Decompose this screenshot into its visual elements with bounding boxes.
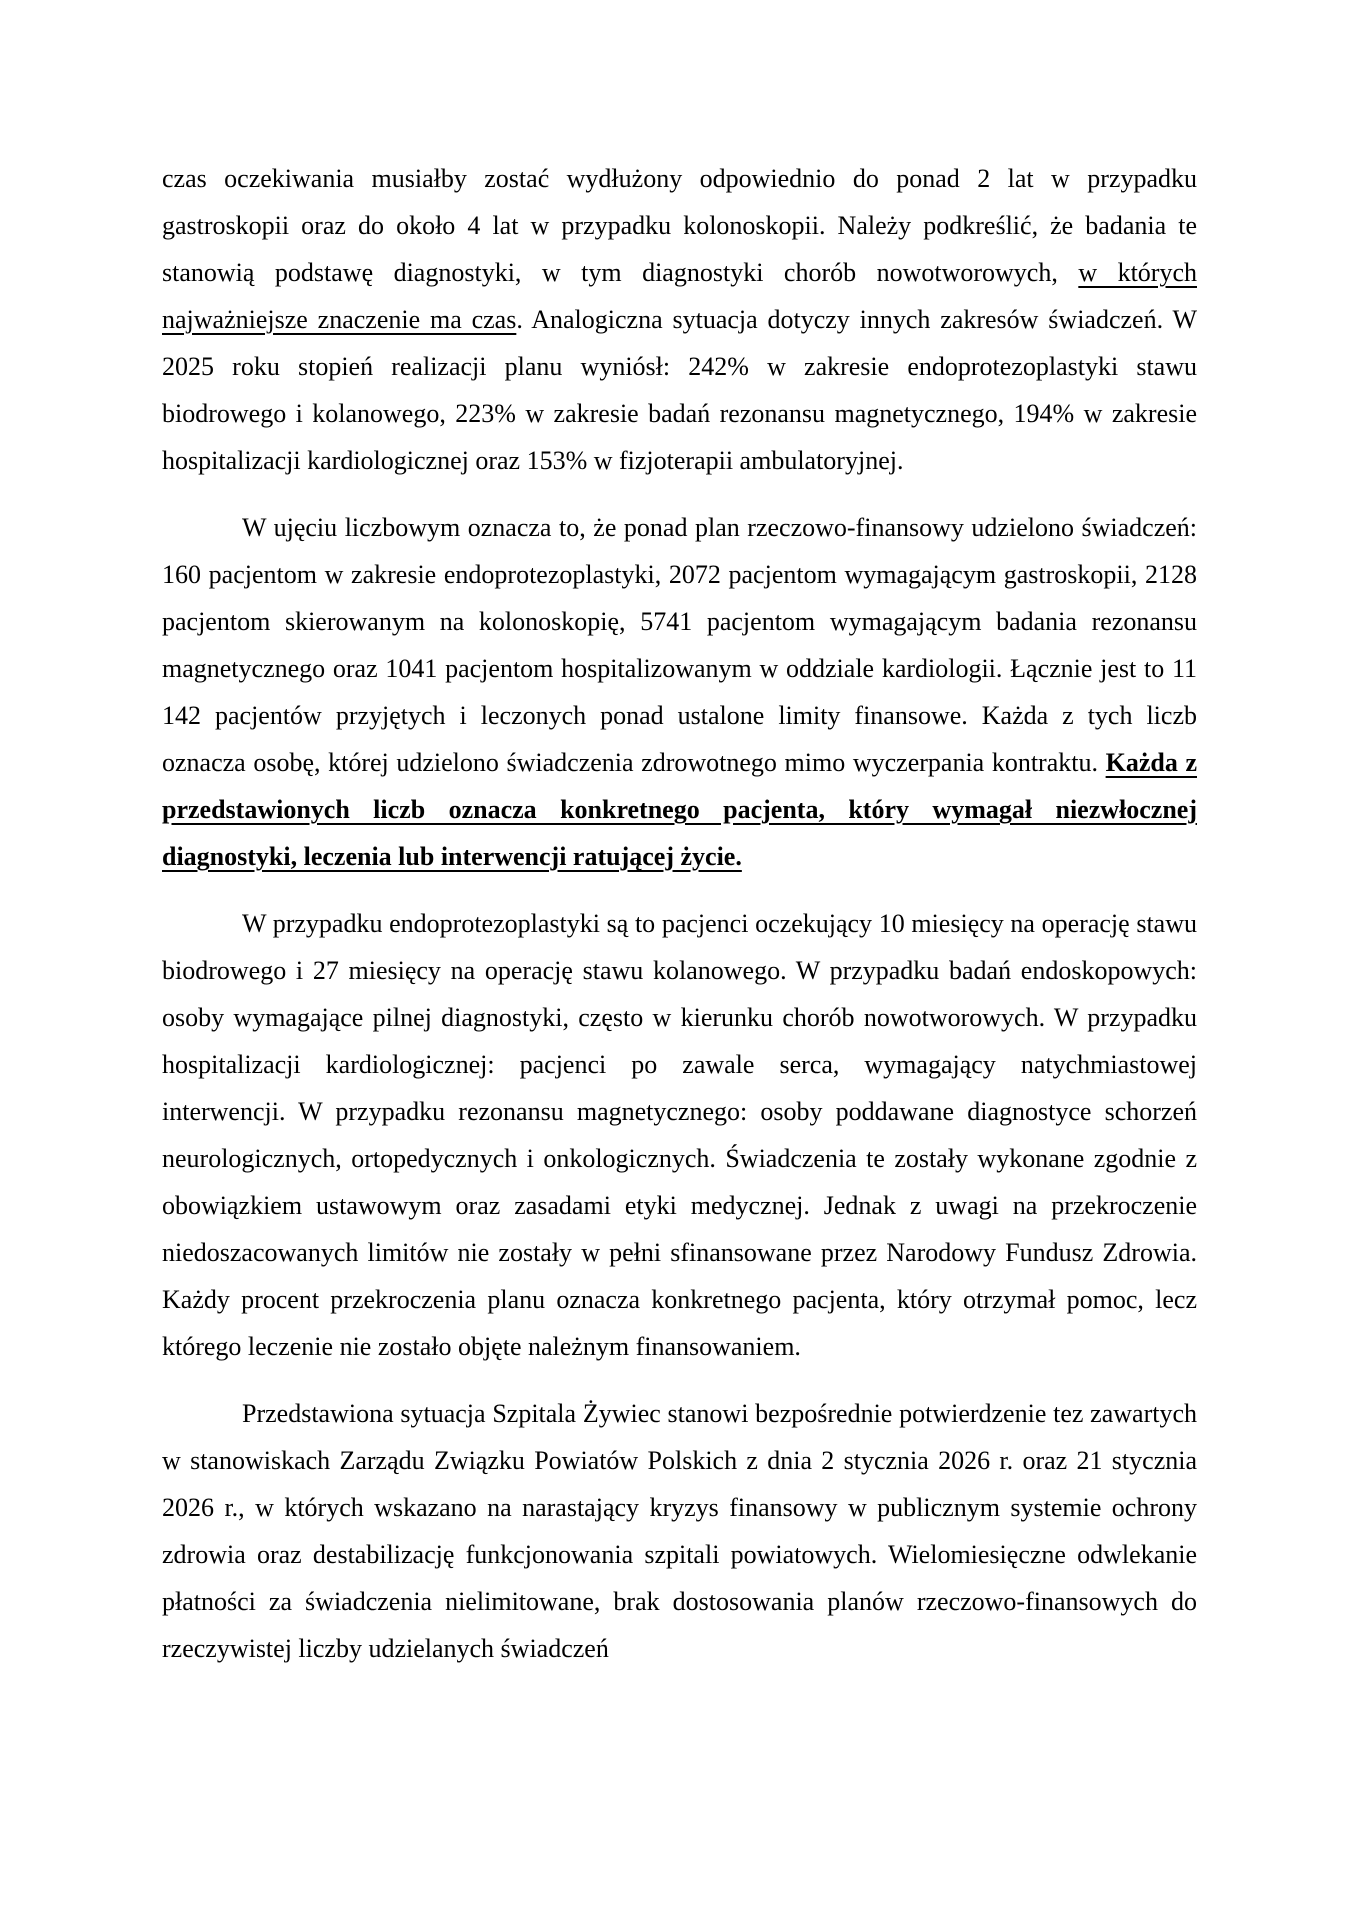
text-segment: czas oczekiwania musiałby zostać wydłużony odpowiednio do ponad 2 lat w przypadku gastroskopii oraz do około 4 lat w przypadku kolonoskopii. Należy podkreślić, że badania te stanowią podstawę diagnostyki, w tym diagnostyki chorób nowotworowych, bbox=[162, 164, 1197, 287]
text-segment: . Analogiczna sytuacja dotyczy innych zakresów świadczeń. W 2025 roku stopień realizacji planu wyniósł: 242% w zakresie endoprotezoplastyki stawu biodrowego i kolanowego, 223% w zakresie badań rezonansu magnetycznego, 194% w zakresie hospitalizacji kardiologicznej oraz 153% w fizjoterapii ambulatoryjnej. bbox=[162, 305, 1197, 475]
underlined-phrase: w których najważniejsze znaczenie ma czas bbox=[162, 258, 1197, 334]
document-body bbox=[162, 155, 1197, 1692]
text-segment: Przedstawiona sytuacja Szpitala Żywiec stanowi bezpośrednie potwierdzenie tez zawartych w stanowiskach Zarządu Związku Powiatów Polskich z dnia 2 stycznia 2026 r. oraz 21 stycznia 2026 r., w których wskazano na narastający kryzys finansowy w publicznym systemie ochrony zdrowia oraz destabilizację funkcjonowania szpitali powiatowych. Wielomiesięczne odwlekanie płatności za świadczenia nielimitowane, brak dostosowania planów rzeczowo-finansowych do rzeczywistej liczby udzielanych świadczeń bbox=[162, 1399, 1197, 1663]
paragraph bbox=[162, 155, 1197, 484]
paragraph bbox=[162, 900, 1197, 1370]
bold-underlined-sentence: Każda z przedstawionych liczb oznacza konkretnego pacjenta, który wymagał niezwłocznej diagnostyki, leczenia lub interwencji ratującej życie. bbox=[162, 748, 1197, 871]
paragraph bbox=[162, 1390, 1197, 1672]
text-segment: W przypadku endoprotezoplastyki są to pacjenci oczekujący 10 miesięcy na operację stawu biodrowego i 27 miesięcy na operację stawu kolanowego. W przypadku badań endoskopowych: osoby wymagające pilnej diagnostyki, często w kierunku chorób nowotworowych. W przypadku hospitalizacji kardiologicznej: pacjenci po zawale serca, wymagający natychmiastowej interwencji. W przypadku rezonansu magnetycznego: osoby poddawane diagnostyce schorzeń neurologicznych, ortopedycznych i onkologicznych. Świadczenia te zostały wykonane zgodnie z obowiązkiem ustawowym oraz zasadami etyki medycznej. Jednak z uwagi na przekroczenie niedoszacowanych limitów nie zostały w pełni sfinansowane przez Narodowy Fundusz Zdrowia. Każdy procent przekroczenia planu oznacza konkretnego pacjenta, który otrzymał pomoc, lecz którego leczenie nie zostało objęte należnym finansowaniem. bbox=[162, 909, 1197, 1361]
paragraph bbox=[162, 504, 1197, 880]
text-segment: W ujęciu liczbowym oznacza to, że ponad plan rzeczowo-finansowy udzielono świadczeń: 160 pacjentom w zakresie endoprotezoplastyki, 2072 pacjentom wymagającym gastroskopii, 2128 pacjentom skierowanym na kolonoskopię, 5741 pacjentom wymagającym badania rezonansu magnetycznego oraz 1041 pacjentom hospitalizowanym w oddziale kardiologii. Łącznie jest to 11 142 pacjentów przyjętych i leczonych ponad ustalone limity finansowe. Każda z tych liczb oznacza osobę, której udzielono świadczenia zdrowotnego mimo wyczerpania kontraktu. bbox=[162, 513, 1197, 777]
